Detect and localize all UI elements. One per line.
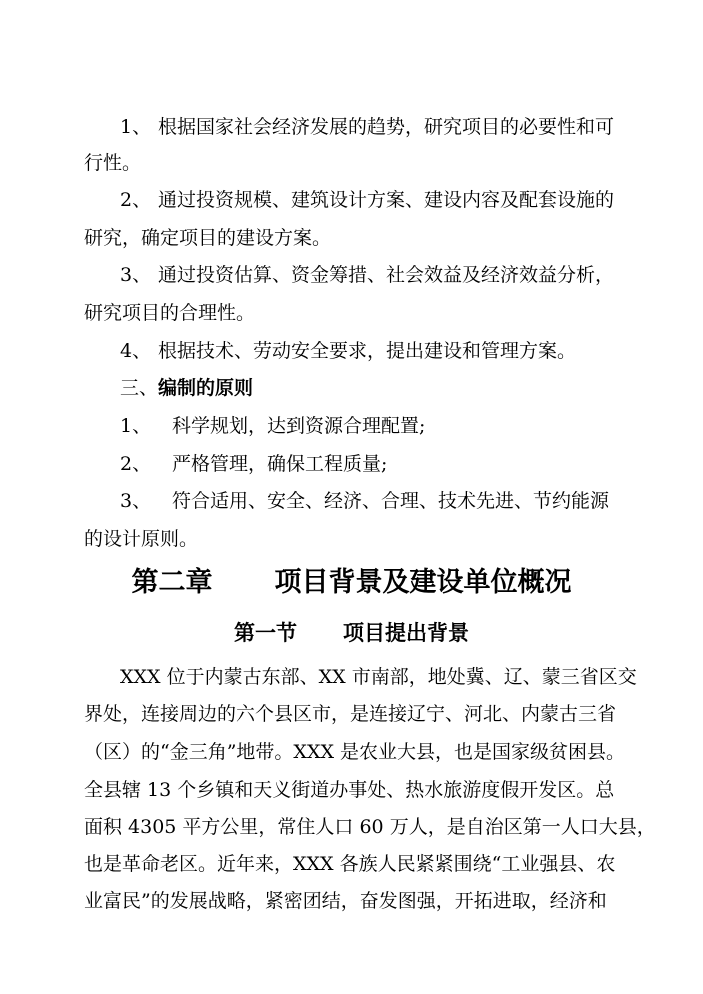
item-text: 根据技术、劳动安全要求，提出建设和管理方案。: [158, 340, 577, 362]
chapter-heading: [0, 566, 703, 600]
item-text: 根据国家社会经济发展的趋势，研究项目的必要性和可: [158, 116, 615, 138]
section-number: 第一节: [234, 621, 297, 645]
item-text-continuation: 研究项目的合理性。: [84, 302, 256, 324]
chapter-title: 项目背景及建设单位概况: [274, 567, 572, 598]
list-item: [120, 263, 614, 287]
list-item: [120, 339, 576, 363]
item-text: 严格管理，确保工程质量;: [172, 453, 388, 475]
paragraph-line: 全县辖 13 个乡镇和天义街道办事处、热水旅游度假开发区。总: [84, 779, 615, 801]
item-text: 通过投资估算、资金筹措、社会效益及经济效益分析，: [158, 264, 615, 286]
paragraph-line: 面积 4305 平方公里，常住人口 60 万人，是自治区第一人口大县，: [84, 816, 656, 838]
item-text-continuation: 研究，确定项目的建设方案。: [84, 227, 332, 249]
section-number: 三、: [120, 377, 159, 399]
section-title: 项目提出背景: [343, 621, 469, 645]
item-number: 2、: [120, 453, 152, 475]
paragraph-line: 也是革命老区。近年来，XXX 各族人民紧紧围绕“工业强县、农: [84, 853, 616, 875]
paragraph-line: 业富民”的发展战略，紧密团结，奋发图强，开拓进取，经济和: [84, 890, 607, 912]
item-number: 3、: [120, 490, 152, 512]
list-item: [120, 489, 609, 513]
item-number: 2、: [120, 189, 152, 211]
section-heading: [120, 376, 253, 400]
section-heading: [0, 619, 703, 647]
item-text: 通过投资规模、建筑设计方案、建设内容及配套设施的: [158, 189, 615, 211]
item-text: 科学规划，达到资源合理配置;: [172, 415, 426, 437]
section-title: 编制的原则: [158, 377, 254, 399]
list-item: [120, 115, 614, 139]
item-text-continuation: 的设计原则。: [84, 528, 199, 550]
paragraph-line: （区）的“金三角”地带。XXX 是农业大县，也是国家级贫困县。: [84, 741, 626, 763]
item-number: 1、: [120, 116, 152, 138]
item-number: 3、: [120, 264, 152, 286]
item-number: 4、: [120, 340, 152, 362]
list-item: [120, 188, 614, 212]
item-text-continuation: 行性。: [84, 152, 142, 174]
item-number: 1、: [120, 415, 152, 437]
list-item: [120, 414, 425, 438]
list-item: [120, 452, 387, 476]
paragraph-line: XXX 位于内蒙古东部、XX 市南部，地处冀、辽、蒙三省区交: [120, 666, 637, 688]
paragraph-line: 界处，连接周边的六个县区市，是连接辽宁、河北、内蒙古三省: [84, 703, 617, 725]
item-text: 符合适用、安全、经济、合理、技术先进、节约能源: [172, 490, 610, 512]
chapter-number: 第二章: [131, 567, 213, 598]
